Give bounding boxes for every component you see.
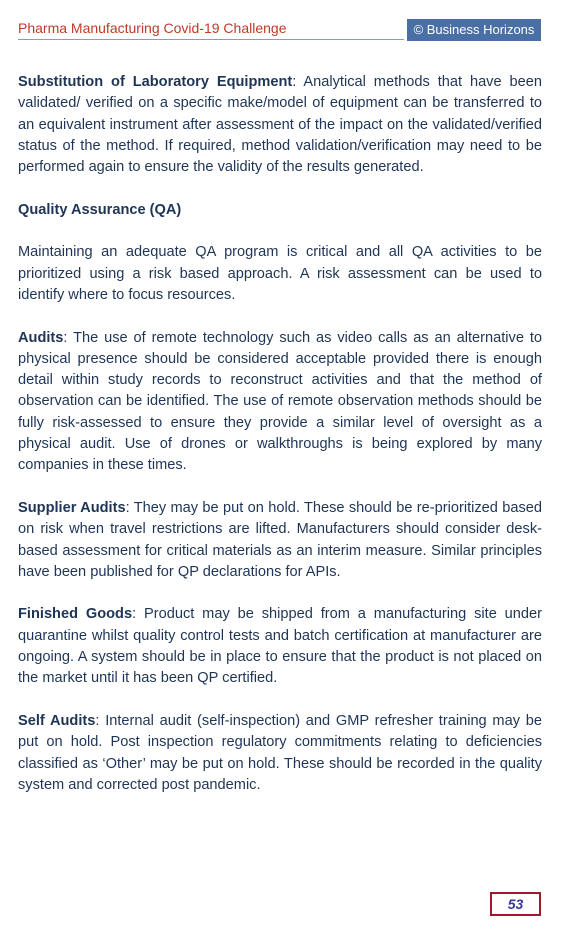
finished-goods-label: Finished Goods xyxy=(18,606,133,623)
publisher-badge: © Business Horizons xyxy=(407,19,541,41)
paragraph-lab-equipment xyxy=(18,72,542,178)
page-number: 53 xyxy=(490,892,541,916)
audits-label: Audits xyxy=(18,329,64,346)
paragraph-qa-intro: Maintaining an adequate QA program is critical and all QA activities to be prioritized using a risk based approach. A risk assessment can be used to identify where to focus resources. xyxy=(18,244,542,303)
paragraph-supplier-audits xyxy=(18,498,542,583)
finished-goods-text: : Product may be shipped from a manufacturing site under quarantine whilst quality control tests and batch certification at manufacturer are ongoing. A system should be in place to ensure that the product is not placed on the market until it has been QP certified. xyxy=(18,606,543,687)
supplier-audits-text: : They may be put on hold. These should be re-prioritized based on risk when travel restrictions are lifted. Manufacturers should consider desk-based assessment for critical materials as an interim measure. Similar principles have been published for QP declarations for APIs. xyxy=(18,499,543,580)
header-title: Pharma Manufacturing Covid-19 Challenge xyxy=(18,20,287,36)
audits-text: : The use of remote technology such as video calls as an alternative to physical presence should be considered acceptable provided there is enough detail within study records to reconstruct activities and that the method of observation can be identified. The use of remote observation methods should be fully risk-assessed to ensure they provide a similar level of oversight as a physical audit. Use of drones or walkthroughs is being explored by many companies in these times. xyxy=(18,329,542,474)
paragraph-finished-goods xyxy=(18,604,542,689)
section-heading-qa: Quality Assurance (QA) xyxy=(18,201,182,218)
self-audits-label: Self Audits xyxy=(18,712,96,729)
header-divider xyxy=(18,39,404,40)
self-audits-text: : Internal audit (self-inspection) and GMP refresher training may be put on hold. Post inspection regulatory commitments relating to deficiencies classified as ‘Other’ may be put on hold. These should be recorded in the quality system and corrected post pandemic. xyxy=(18,712,542,793)
lab-equipment-text: : Analytical methods that have been validated/ verified on a specific make/model of equipment can be transferred to an equivalent instrument after assessment of the impact on the validated/verified status of the method. If required, method validation/verification may need to be performed again to ensure the validity of the results generated. xyxy=(18,74,542,176)
supplier-audits-label: Supplier Audits xyxy=(18,499,126,516)
paragraph-self-audits xyxy=(18,711,542,796)
lab-equipment-label: Substitution of Laboratory Equipment xyxy=(18,74,293,90)
page-body xyxy=(18,72,542,817)
paragraph-audits xyxy=(18,328,542,477)
